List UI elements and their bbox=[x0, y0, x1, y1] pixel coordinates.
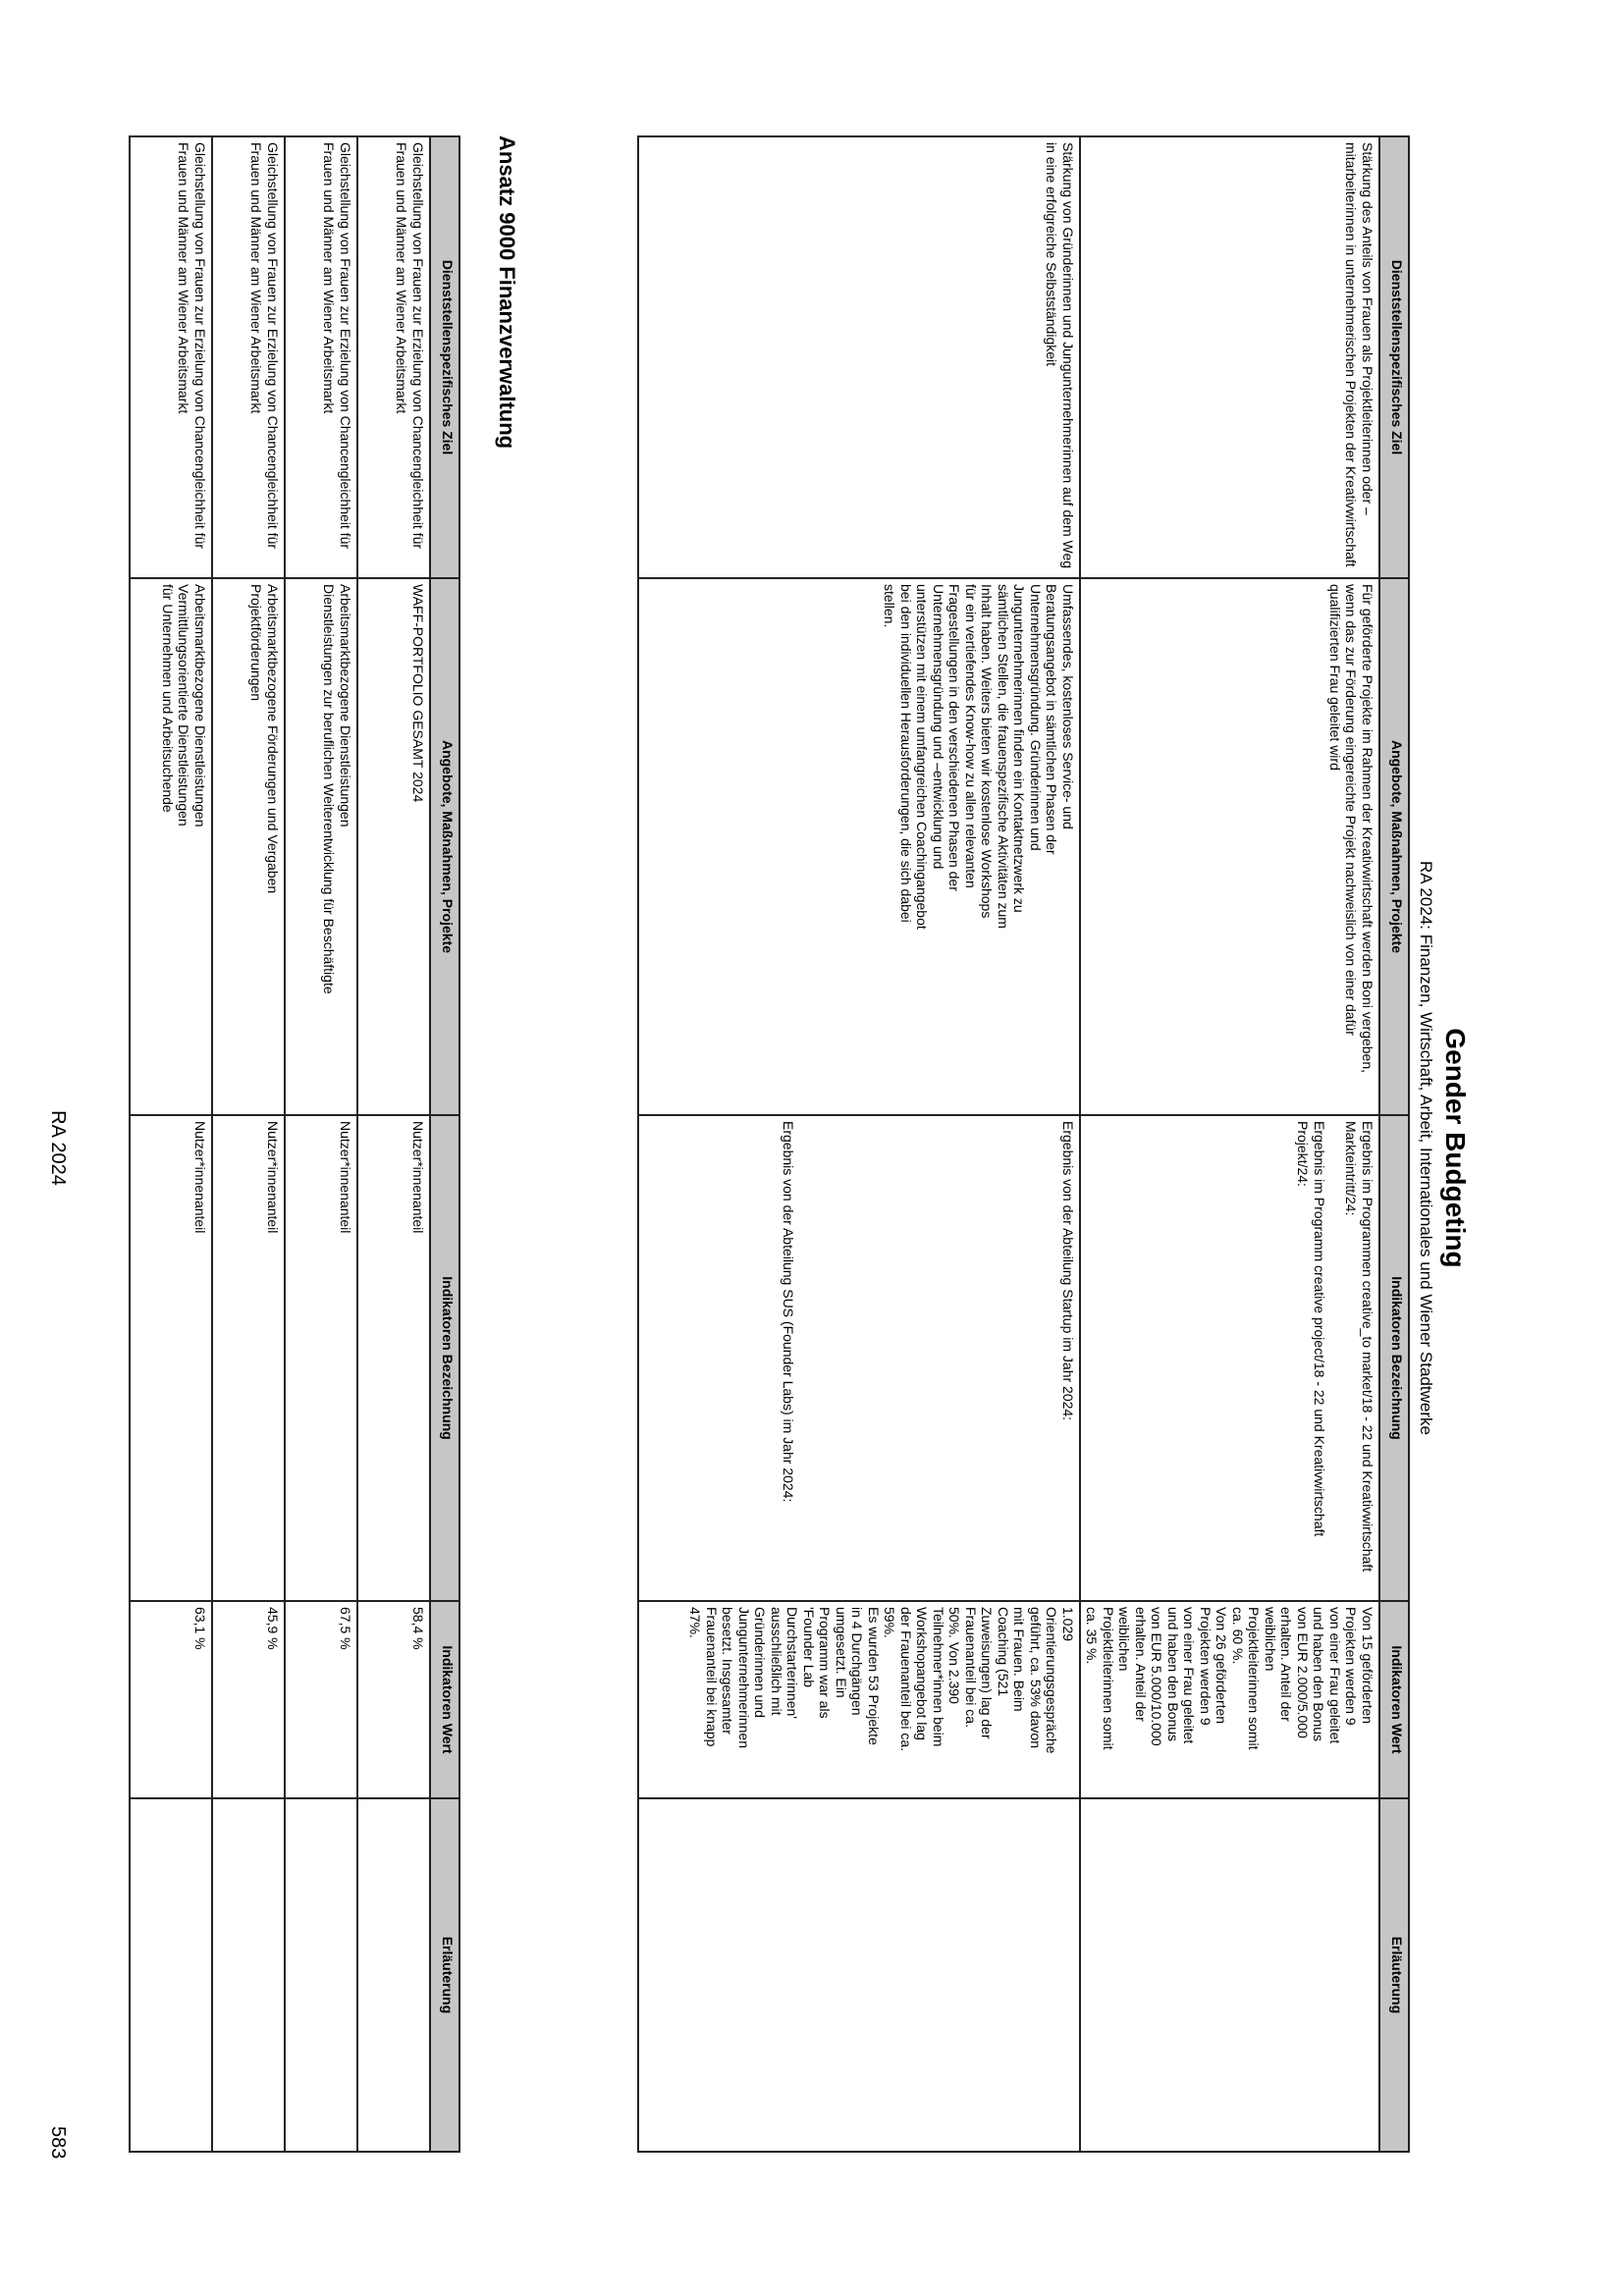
indikator-text: Ergebnis im Programmen creative_to market/18 - 22 und Kreativwirtschaft Markteintritt/24: bbox=[1343, 1121, 1375, 1573]
column-header-indikator-bezeichnung: Indikatoren Bezeichnung bbox=[430, 1115, 459, 1601]
table-header-row bbox=[430, 136, 459, 2152]
table-header-row bbox=[1379, 136, 1409, 2152]
cell-indikator: Nutzer*innenanteil bbox=[130, 1115, 212, 1601]
page-title: Gender Budgeting bbox=[1440, 1028, 1471, 1268]
cell-wert: 63,1 % bbox=[130, 1601, 212, 1798]
cell-angebote: Umfassendes, kostenloses Service- und Beratungsangebot in sämtlichen Phasen der Unternehmensgründung. Gründerinnen und Jungunternehmerinnen finden ein Kontaktnetzwerk zu sämtlichen Stellen, die frauenspezifische Aktivitäten zum Inhalt haben. Weiters bieten wir kostenlose Workshops für ein vertiefendes Know-how zu allen relevanten Fragestellungen in den verschiedenen Phasen der Unternehmensgründung und –entwicklung und unterstützen mit einem umfangreichen Coachingangebot bei den individuellen Herausforderungen, die sich dabei stellen. bbox=[638, 578, 1080, 1115]
gender-budgeting-table bbox=[637, 135, 1410, 2153]
cell-angebote: Arbeitsmarktbezogene Dienstleistungen Dienstleistungen zur beruflichen Weiterentwicklung für Beschäftigte bbox=[285, 578, 357, 1115]
cell-angebote: Für geförderte Projekte im Rahmen der Kreativwirtschaft werden Boni vergeben, wenn das zur Förderung eingereichte Projekt nachweislich von einer dafür qualifizierten Frau geleitet wird bbox=[1080, 578, 1379, 1115]
cell-angebote: WAFF-PORTFOLIO GESAMT 2024 bbox=[357, 578, 430, 1115]
column-header-indikator-wert: Indikatoren Wert bbox=[430, 1601, 459, 1798]
cell-wert: 67,5 % bbox=[285, 1601, 357, 1798]
column-header-angebote: Angebote, Maßnahmen, Projekte bbox=[430, 578, 459, 1115]
cell-wert: 58,4 % bbox=[357, 1601, 430, 1798]
table-row bbox=[130, 136, 212, 2152]
cell-indikator: Nutzer*innenanteil bbox=[357, 1115, 430, 1601]
column-header-erlaeuterung: Erläuterung bbox=[430, 1798, 459, 2152]
indikator-text: Ergebnis von der Abteilung Startup im Jahr 2024: bbox=[1060, 1121, 1076, 1421]
indikator-text: Ergebnis von der Abteilung SUS (Founder Labs) im Jahr 2024: bbox=[781, 1121, 797, 1503]
cell-erlaeuterung bbox=[638, 1798, 1080, 2152]
cell-ziel: Gleichstellung von Frauen zur Erzielung von Chancengleichheit für Frauen und Männer am Wiener Arbeitsmarkt bbox=[357, 136, 430, 578]
cell-angebote: Arbeitsmarktbezogene Dienstleistungen Vermittlungsorientierte Dienstleistungen für Unternehmen und Arbeitsuchende bbox=[130, 578, 212, 1115]
column-header-indikator-wert: Indikatoren Wert bbox=[1379, 1601, 1409, 1798]
cell-erlaeuterung bbox=[357, 1798, 430, 2152]
table-row bbox=[638, 136, 1080, 2152]
table-row bbox=[357, 136, 430, 2152]
cell-indikator bbox=[638, 1115, 1080, 1601]
cell-erlaeuterung bbox=[285, 1798, 357, 2152]
column-header-ziel: Dienststellenspezifisches Ziel bbox=[1379, 136, 1409, 578]
cell-wert: Von 15 geförderten Projekten werden 9 von einer Frau geleitet und haben den Bonus von EUR 2.000/5.000 erhalten. Anteil der weiblichen Projektleiterinnen somit ca. 60 %. Von 26 geförderten Projekten werden 9 von einer Frau geleitet und haben den Bonus von EUR 5.000/10.000 erhalten. Anteil der weiblichen Projektleiterinnen somit ca. 35 %. bbox=[1080, 1601, 1379, 1798]
column-header-indikator-bezeichnung: Indikatoren Bezeichnung bbox=[1379, 1115, 1409, 1601]
cell-ziel: Gleichstellung von Frauen zur Erzielung von Chancengleichheit für Frauen und Männer am Wiener Arbeitsmarkt bbox=[212, 136, 285, 578]
table-row bbox=[1080, 136, 1379, 2152]
indikator-text: Ergebnis im Programm creative project/18 - 22 und Kreativwirtschaft Projekt/24: bbox=[1295, 1121, 1327, 1537]
table-row bbox=[285, 136, 357, 2152]
page-number: 583 bbox=[47, 2126, 69, 2160]
cell-ziel: Stärkung des Anteils von Frauen als Projektleiterinnen oder –mitarbeiterinnen in unternehmerischen Projekten der Kreativwirtschaft bbox=[1080, 136, 1379, 578]
section-title: Ansatz 9000 Finanzverwaltung bbox=[495, 135, 519, 450]
table-row bbox=[212, 136, 285, 2152]
page-subtitle: RA 2024: Finanzen, Wirtschaft, Arbeit, Internationales und Wiener Stadtwerke bbox=[1417, 861, 1435, 1435]
column-header-ziel: Dienststellenspezifisches Ziel bbox=[430, 136, 459, 578]
column-header-erlaeuterung: Erläuterung bbox=[1379, 1798, 1409, 2152]
cell-indikator: Nutzer*innenanteil bbox=[285, 1115, 357, 1601]
cell-indikator bbox=[1080, 1115, 1379, 1601]
cell-indikator: Nutzer*innenanteil bbox=[212, 1115, 285, 1601]
cell-erlaeuterung bbox=[1080, 1798, 1379, 2152]
cell-ziel: Gleichstellung von Frauen zur Erzielung von Chancengleichheit für Frauen und Männer am Wiener Arbeitsmarkt bbox=[130, 136, 212, 578]
finanzverwaltung-table bbox=[129, 135, 460, 2153]
column-header-angebote: Angebote, Maßnahmen, Projekte bbox=[1379, 578, 1409, 1115]
cell-ziel: Gleichstellung von Frauen zur Erzielung von Chancengleichheit für Frauen und Männer am Wiener Arbeitsmarkt bbox=[285, 136, 357, 578]
cell-erlaeuterung bbox=[212, 1798, 285, 2152]
cell-erlaeuterung bbox=[130, 1798, 212, 2152]
cell-wert: 1.029 Orientierungsgespräche geführt, ca. 53% davon mit Frauen. Beim Coaching (521 Zuweisungen) lag der Frauenanteil bei ca. 50%. Von 2.390 Teilnehmer*innen beim Workshopangebot lag der Frauenanteil bei ca. 59%. Es wurden 53 Projekte in 4 Durchgängen umgesetzt. Ein Programm war als 'Founder Lab Durchstarterinnen' ausschließlich mit Gründerinnen und Jungunternehmerinnen besetzt. Insgesamter Frauenanteil bei knapp 47%. bbox=[638, 1601, 1080, 1798]
cell-wert: 45,9 % bbox=[212, 1601, 285, 1798]
cell-ziel: Stärkung von Gründerinnen und Jungunternehmerinnen auf dem Weg in eine erfolgreiche Selbstständigkeit bbox=[638, 136, 1080, 578]
footer-label: RA 2024 bbox=[47, 1110, 69, 1186]
cell-angebote: Arbeitsmarktbezogene Förderungen und Vergaben Projektförderungen bbox=[212, 578, 285, 1115]
